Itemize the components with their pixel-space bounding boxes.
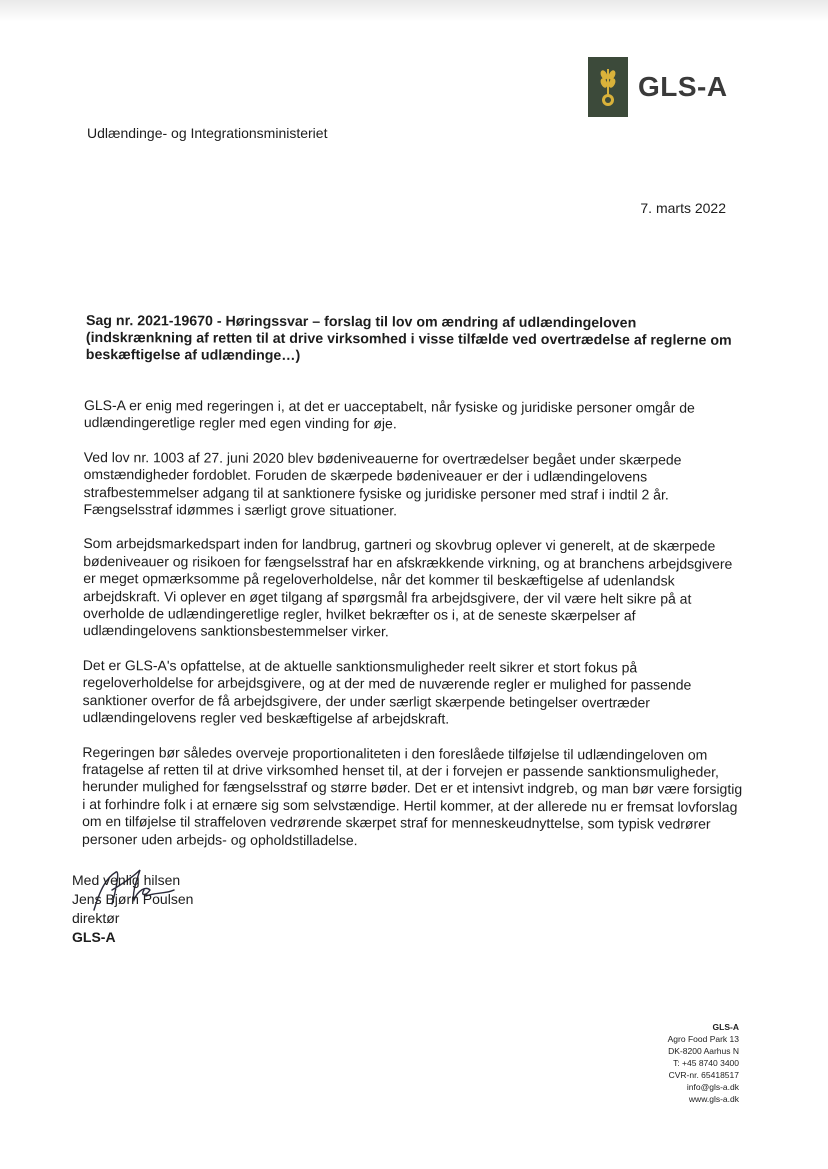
paragraph: Ved lov nr. 1003 af 27. juni 2020 blev bødeniveauerne for overtrædelser begået under skærpede omstændigheder fordoblet. Foruden de skærpede bødeniveauer er der i udlændingelovens strafbestemmelser adgang til at sanktionere fysiske og juridiske personer med straf i indtil 2 år. Fængselsstraf idømmes i særligt grove situationer. <box>83 448 682 519</box>
letter-date: 7. marts 2022 <box>640 200 726 216</box>
footer-email[interactable]: info@gls-a.dk <box>686 1082 739 1092</box>
footer-city: DK-8200 Aarhus N <box>668 1046 739 1056</box>
footer-address: Agro Food Park 13 <box>667 1034 739 1044</box>
footer-cvr: CVR-nr. 65418517 <box>668 1070 739 1080</box>
footer-contact <box>668 1021 739 1105</box>
footer-phone: T: +45 8740 3400 <box>673 1058 739 1068</box>
logo-text: GLS-A <box>638 71 728 102</box>
paragraph: GLS-A er enig med regeringen i, at det er uacceptabelt, når fysiske og juridiske personer omgår de udlændingeretlige regler med egen vinding for øje. <box>83 397 695 432</box>
scan-shadow <box>0 0 828 22</box>
signer-organization: GLS-A <box>72 929 116 945</box>
paragraph: Regeringen bør således overveje proportionaliteten i den foreslåede tilføjelse til udlændingeloven om fratagelse af retten til at drive virksomhed henset til, at der i forvejen er passende sanktionsmuligheder, herunder mulighed for fængselsstraf og større bøder. Det er et intensivt indgreb, og man bør være forsigtig i at forhindre folk i at ernære sig som selvstændige. Hertil kommer, at der allerede nu er fremsat lovforslag om en tilføjelse til straffeloven vedrørende skærpet straf for menneskeudnyttelse, som typisk vedrører personer uden arbejds- og opholdstilladelse. <box>82 743 743 848</box>
footer-org-name: GLS-A <box>712 1022 739 1032</box>
signer-title: direktør <box>72 910 120 926</box>
logo <box>588 57 728 117</box>
signer-name: Jens Bjørn Poulsen <box>72 891 194 907</box>
wheat-icon <box>596 65 620 109</box>
logo-box <box>588 57 628 117</box>
paragraph: Det er GLS-A's opfattelse, at de aktuelle sanktionsmuligheder reelt sikrer et stort fokus på regeloverholdelse for arbejdsgivere, og at der med de nuværende regler er mulighed for passende sanktioner overfor de få arbejdsgivere, der under særligt skærpende betingelser overtræder udlændingelovens regler ved beskæftigelse af arbejdskraft. <box>82 656 692 727</box>
paragraph: Som arbejdsmarkedspart inden for landbrug, gartneri og skovbrug oplever vi generelt, at de skærpede bødeniveauer og risikoen for fængselsstraf har en afskrækkende virkning, og at branchens arbejdsgivere er meget opmærksomme på regeloverholdelse, når det kommer til beskæftigelse af udenlandsk arbejdskraft. Vi oplever en øget tilgang af spørgsmål fra arbejdsgivere, der vil være helt sikre på at overholde de udlændingeretlige regler, hvilket bekræfter os i, at de seneste skærpelser af udlændingelovens sanktionsbestemmelser virker. <box>82 535 733 640</box>
letter-body <box>82 397 744 868</box>
subject-heading: Sag nr. 2021-19670 - Høringssvar – forslag til lov om ændring af udlændingeloven (indskrænkning af retten til at drive virksomhed i visse tilfælde ved overtrædelse af reglerne om beskæftigelse af udlændinge…) <box>85 313 732 364</box>
recipient: Udlændinge- og Integrationsministeriet <box>87 125 328 141</box>
signature-block <box>72 871 193 947</box>
closing-greeting: Med venlig hilsen <box>72 872 181 888</box>
footer-website[interactable]: www.gls-a.dk <box>688 1094 739 1104</box>
